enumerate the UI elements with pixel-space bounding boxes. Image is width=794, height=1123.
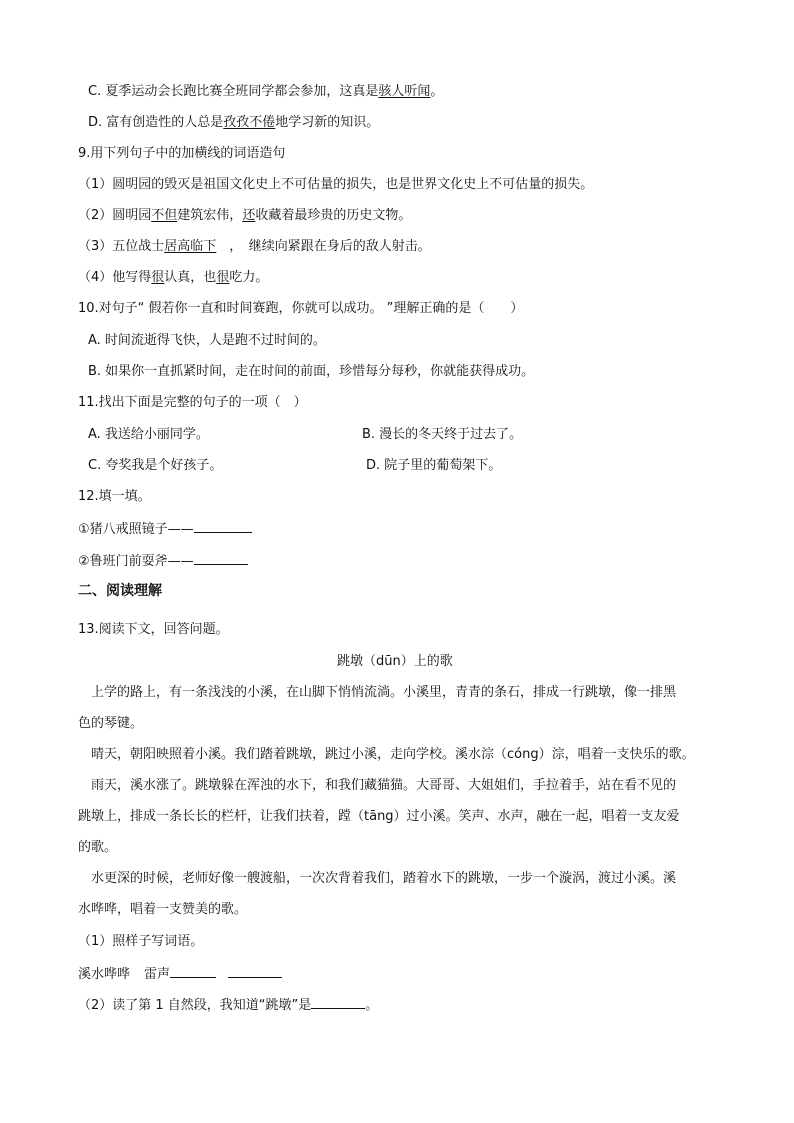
answer-blank[interactable]	[170, 964, 216, 978]
q13-title: 13.阅读下文，回答问题。	[78, 622, 229, 637]
answer-blank[interactable]	[311, 995, 365, 1009]
q11-title: 11.找出下面是完整的句子的一项（ ）	[78, 395, 307, 410]
section-heading: 二、阅读理解	[78, 583, 162, 599]
q11-option-a: A. 我送给小丽同学。	[88, 427, 209, 442]
q10-option-b: B. 如果你一直抓紧时间，走在时间的前面，珍惜每分每秒，你就能获得成功。	[88, 364, 535, 379]
passage-line: 雨天，溪水涨了。跳墩躲在浑浊的水下，和我们藏猫猫。大哥哥、大姐姐们，手拉着手，站在看不见的	[78, 778, 677, 793]
answer-blank[interactable]	[194, 519, 252, 533]
q12-title: 12.填一填。	[78, 489, 151, 504]
q11-option-d: D. 院子里的葡萄架下。	[366, 458, 502, 473]
passage-line: 跳墩上，排成一条长长的栏杆，让我们扶着，蹚（tāng）过小溪。笑声、水声，融在一起，唱着一支友爱	[78, 809, 680, 824]
answer-blank[interactable]	[194, 551, 248, 565]
q11-option-b: B. 漫长的冬天终于过去了。	[362, 427, 523, 442]
q13-sub-question-2: （2）读了第 1 自然段，我知道“跳墩”是 。	[78, 995, 378, 1015]
q11-option-c: C. 夸奖我是个好孩子。	[88, 458, 223, 473]
q13-sub-question-1: （1）照样子写词语。	[78, 934, 204, 949]
q8-option-d-underlined: 孜孜不倦	[223, 115, 276, 130]
passage-line: 上学的路上，有一条浅浅的小溪，在山脚下悄悄流淌。小溪里，青青的条石，排成一行跳墩，像一排黑	[78, 685, 677, 700]
passage-line: 水更深的时候，老师好像一艘渡船，一次次背着我们，踏着水下的跳墩，一步一个漩涡，渡过小溪。溪	[78, 871, 677, 886]
q12-item-2: ②鲁班门前耍斧——	[78, 551, 248, 571]
q9-sentence-2: （2）圆明园不但建筑宏伟，还收藏着最珍贵的历史文物。	[78, 208, 412, 223]
q10-title: 10.对句子“ 假若你一直和时间赛跑，你就可以成功。 ”理解正确的是（ ）	[78, 301, 524, 316]
q8-option-c: C. 夏季运动会长跑比赛全班同学都会参加，这真是骇人听闻。	[88, 84, 444, 99]
q9-sentence-1: （1）圆明园的毁灭是祖国文化史上不可估量的损失，也是世界文化史上不可估量的损失。	[78, 177, 594, 192]
passage-line: 水哗哗，唱着一支赞美的歌。	[78, 902, 248, 917]
q9-sentence-4: （4）他写得很认真，也很吃力。	[78, 270, 269, 285]
answer-blank[interactable]	[228, 964, 282, 978]
q9-title: 9.用下列句子中的加横线的词语造句	[78, 146, 286, 161]
q8-option-d: D. 富有创造性的人总是孜孜不倦地学习新的知识。	[88, 115, 380, 130]
q8-option-c-underlined: 骇人听闻	[378, 84, 431, 99]
q12-item-1: ①猪八戒照镜子——	[78, 519, 252, 539]
q10-option-a: A. 时间流逝得飞快，人是跑不过时间的。	[88, 333, 326, 348]
passage-line: 晴天，朝阳映照着小溪。我们踏着跳墩，跳过小溪，走向学校。溪水淙（cóng）淙，唱着一支快乐的歌。	[78, 747, 695, 762]
passage-line: 色的琴键。	[78, 716, 144, 731]
q13-example-row: 溪水哗哗 雷声	[78, 964, 282, 984]
passage-title: 跳墩（dūn）上的歌	[337, 654, 453, 669]
passage-line: 的歌。	[78, 840, 118, 855]
q9-sentence-3: （3）五位战士居高临下 ， 继续向紧跟在身后的敌人射击。	[78, 239, 431, 254]
